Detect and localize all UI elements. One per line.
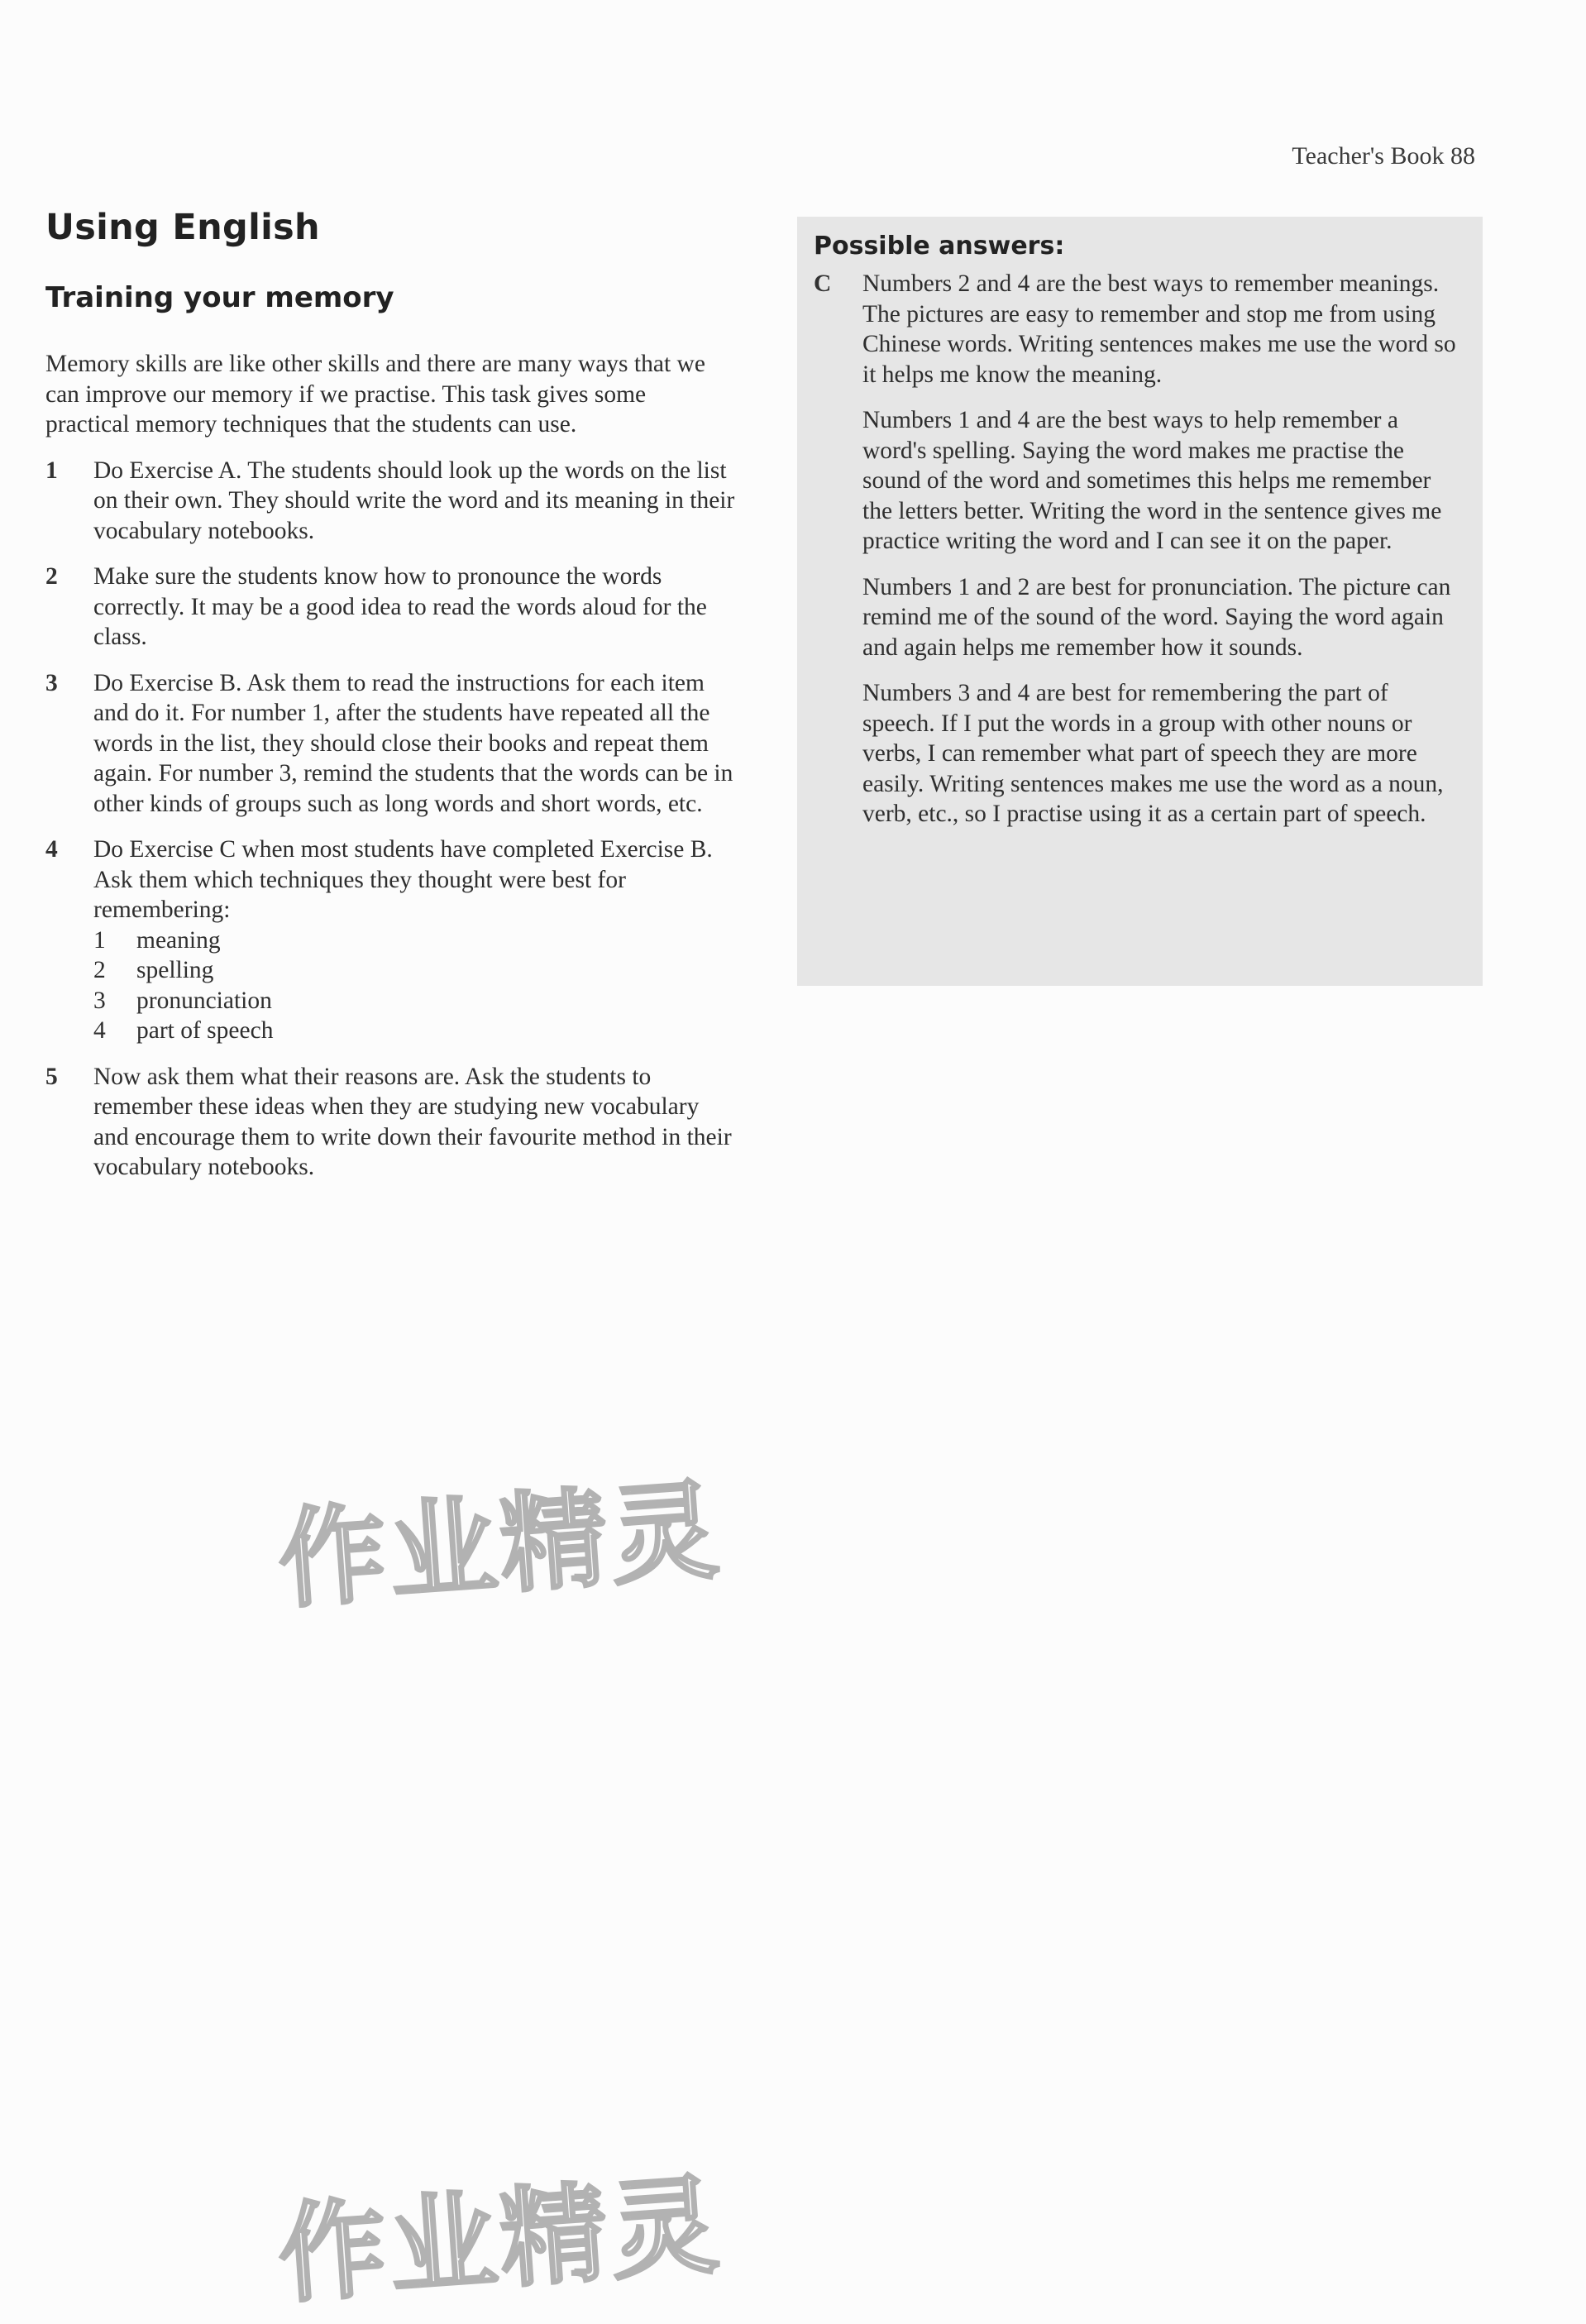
- list-item: [93, 1016, 736, 1046]
- section-title: Using English: [45, 207, 320, 248]
- answer-label: C: [814, 270, 832, 297]
- answers-heading: Possible answers:: [814, 232, 1065, 261]
- watermark: [273, 1445, 726, 1623]
- watermark: [273, 2140, 726, 2318]
- answer-paragraph-meaning: Numbers 2 and 4 are the best ways to remember meanings. The pictures are easy to remember and stop me from using Chinese words. Writing sentences makes me use the word so it helps me know the meaning.: [862, 270, 1456, 388]
- answer-paragraph-part-of-speech: Numbers 3 and 4 are best for remembering the part of speech. If I put the words in a group with other nouns or verbs, I can remember what part of speech they are more easily. Writing sentences makes me use the word as a noun, verb, etc., so I practise using it as a certain part of speech.: [862, 680, 1444, 827]
- technique-list: [93, 925, 736, 1046]
- list-item: [93, 986, 736, 1016]
- list-item: [93, 955, 736, 986]
- step-text: Now ask them what their reasons are. Ask the students to remember these ideas when they are studying new vocabulary and encourage them to write down their favourite method in their vocabulary notebooks.: [93, 1063, 732, 1180]
- step-text: Do Exercise A. The students should look up the words on the list on their own. They should write the word and its meaning in their vocabulary notebooks.: [93, 457, 735, 544]
- watermark-text: 作业精灵: [275, 1466, 726, 1623]
- step-number: 2: [45, 563, 58, 590]
- step-1: [45, 456, 736, 547]
- step-3: [45, 668, 736, 820]
- answer-c: [814, 269, 1466, 845]
- list-item-label: part of speech: [136, 1017, 274, 1044]
- list-item-number: 1: [93, 926, 106, 954]
- subsection-title: Training your memory: [45, 281, 394, 314]
- step-number: 4: [45, 836, 58, 863]
- step-5: [45, 1062, 736, 1183]
- step-text: Make sure the students know how to pronounce the words correctly. It may be a good idea to read the words aloud for the class.: [93, 563, 707, 650]
- step-text: Do Exercise C when most students have completed Exercise B. Ask them which techniques they thought were best for remembering:: [93, 836, 713, 923]
- watermark-text: 作业精灵: [275, 2161, 726, 2318]
- main-column: [45, 207, 736, 1198]
- step-number: 1: [45, 457, 58, 484]
- list-item-number: 4: [93, 1017, 106, 1044]
- list-item-label: spelling: [136, 957, 214, 983]
- step-2: [45, 562, 736, 653]
- step-text: Do Exercise B. Ask them to read the instructions for each item and do it. For number 1, after the students have repeated all the words in the list, they should close their books and repeat them again. For number 3, remind the students that the words can be in other kinds of groups such as long words and short words, etc.: [93, 669, 733, 817]
- answer-paragraph-spelling: Numbers 1 and 4 are the best ways to help remember a word's spelling. Saying the word makes me practise the sound of the word and sometimes this helps me remember the letters better. Writing the word in the sentence gives me practice writing the word and I can see it on the paper.: [862, 407, 1442, 554]
- answer-paragraph-pronunciation: Numbers 1 and 2 are best for pronunciation. The picture can remind me of the sound of the word. Saying the word again and again helps me remember how it sounds.: [862, 573, 1451, 661]
- step-number: 3: [45, 669, 58, 696]
- page-number-label: Teacher's Book 88: [1292, 142, 1475, 170]
- list-item-number: 3: [93, 987, 106, 1014]
- step-4: [45, 834, 736, 1046]
- step-number: 5: [45, 1063, 58, 1090]
- intro-paragraph: Memory skills are like other skills and there are many ways that we can improve our memory if we practise. This task gives some practical memory techniques that the students can use.: [45, 351, 705, 438]
- list-item-label: meaning: [136, 926, 221, 954]
- list-item: [93, 925, 736, 956]
- possible-answers-box: [797, 217, 1483, 986]
- list-item-number: 2: [93, 957, 106, 983]
- list-item-label: pronunciation: [136, 987, 272, 1014]
